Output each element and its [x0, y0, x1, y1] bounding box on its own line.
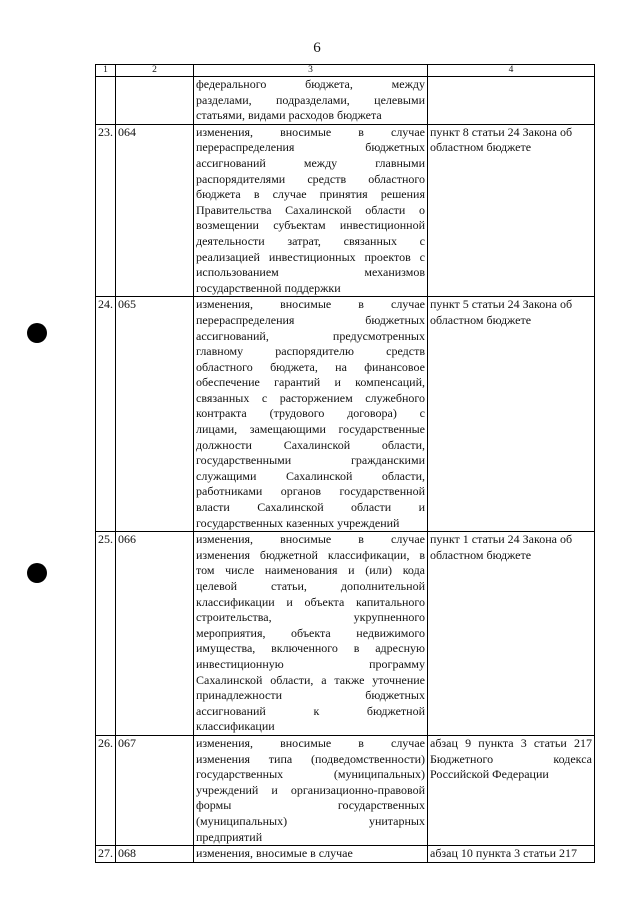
description-line: работниками органов государственной — [196, 484, 425, 499]
description-line: Правительства Сахалинской области о — [196, 202, 425, 217]
code-cell: 065 — [116, 297, 194, 532]
description-line: изменения, вносимые в случае — [196, 297, 425, 312]
description-line: власти Сахалинской области и — [196, 500, 425, 515]
table-row — [96, 735, 595, 845]
legal-basis-cell — [428, 846, 595, 863]
legal-basis-line: областном бюджете — [430, 140, 532, 155]
description-line: мероприятия, объекта недвижимого — [196, 625, 425, 640]
description-line: лицами, замещающими государственные — [196, 422, 425, 437]
description-line: связанных с расторжением служебного — [196, 390, 425, 405]
legal-basis-line: Бюджетного кодекса — [430, 751, 592, 766]
description-line: статьями, видами расходов бюджета — [196, 108, 382, 123]
code-cell: 064 — [116, 124, 194, 297]
header-cell: 2 — [116, 65, 194, 77]
description-line: изменения, вносимые в случае — [196, 846, 353, 861]
description-line: контракта (трудового договора) с — [196, 406, 425, 421]
header-cell: 3 — [194, 65, 428, 77]
description-line: федерального бюджета, между — [196, 77, 425, 91]
description-line: классификации — [196, 719, 275, 734]
description-line: строительства, укрупненного — [196, 610, 425, 625]
description-cell — [194, 735, 428, 845]
legal-basis-line: областном бюджете — [430, 312, 532, 327]
description-line: имущества, включенного в адресную — [196, 641, 425, 656]
description-line: предприятий — [196, 829, 263, 844]
description-line: служащими Сахалинской области, — [196, 468, 425, 483]
description-line: ассигнований, предусмотренных — [196, 328, 425, 343]
row-number-cell: 26. — [96, 735, 116, 845]
description-line: изменения бюджетной классификации, в — [196, 547, 425, 562]
description-line: главному распорядителю средств — [196, 344, 425, 359]
row-number-cell: 24. — [96, 297, 116, 532]
binder-hole-top — [27, 323, 47, 343]
column-number-header-row — [96, 65, 595, 77]
table-row — [96, 124, 595, 297]
description-line: деятельности затрат, связанных с — [196, 233, 425, 248]
description-line: перераспределения бюджетных — [196, 312, 425, 327]
description-line: государственной поддержки — [196, 280, 341, 295]
table-row — [96, 297, 595, 532]
table-row — [96, 532, 595, 736]
description-line: областного бюджета, на финансовое — [196, 359, 425, 374]
legal-basis-line: пункт 1 статьи 24 Закона об — [430, 532, 573, 547]
description-line: государственных (муниципальных) — [196, 767, 425, 782]
row-number-cell: 27. — [96, 846, 116, 863]
legal-basis-cell — [428, 532, 595, 736]
description-line: обеспечение гарантий и компенсаций, — [196, 375, 425, 390]
code-cell: 068 — [116, 846, 194, 863]
description-line: изменения типа (подведомственности) — [196, 751, 425, 766]
description-line: государственными гражданскими — [196, 453, 425, 468]
code-cell: 067 — [116, 735, 194, 845]
description-line: государственных казенных учреждений — [196, 515, 400, 530]
header-cell: 1 — [96, 65, 116, 77]
row-number-cell: 25. — [96, 532, 116, 736]
description-line: разделами, подразделами, целевыми — [196, 92, 425, 107]
description-line: изменения, вносимые в случае — [196, 735, 425, 750]
row-number-cell: 23. — [96, 124, 116, 297]
description-cell — [194, 77, 428, 125]
legal-basis-line: абзац 10 пункта 3 статьи 217 — [430, 846, 578, 861]
description-cell — [194, 532, 428, 736]
description-line: формы государственных — [196, 798, 425, 813]
description-line: ассигнований к бюджетной — [196, 703, 425, 718]
legal-basis-line: абзац 9 пункта 3 статьи 217 — [430, 735, 592, 750]
legal-basis-line: пункт 5 статьи 24 Закона об — [430, 297, 573, 312]
legal-basis-line: областном бюджете — [430, 547, 532, 562]
description-line: Сахалинской области, а также уточнение — [196, 672, 425, 687]
description-line: изменения, вносимые в случае — [196, 532, 425, 547]
legal-basis-line: пункт 8 статьи 24 Закона об — [430, 124, 573, 139]
code-cell — [116, 77, 194, 125]
description-line: перераспределения бюджетных — [196, 140, 425, 155]
basis-cell — [428, 77, 595, 125]
legal-basis-cell — [428, 124, 595, 297]
description-line: реализацией инвестиционных проектов с — [196, 249, 425, 264]
description-line: бюджета в случае принятия решения — [196, 187, 425, 202]
description-line: должности Сахалинской области, — [196, 437, 425, 452]
description-line: классификации и объекта капитального — [196, 594, 425, 609]
description-line: учреждений и организационно-правовой — [196, 782, 425, 797]
continuation-row — [96, 77, 595, 125]
page-number: 6 — [313, 40, 321, 56]
legal-basis-cell — [428, 735, 595, 845]
description-line: целевой статьи, дополнительной — [196, 579, 425, 593]
header-cell: 4 — [428, 65, 595, 77]
description-line: том числе наименования и (или) кода — [196, 563, 425, 578]
description-cell — [194, 846, 428, 863]
description-line: инвестиционную программу — [196, 656, 425, 671]
row-number-cell — [96, 77, 116, 125]
code-cell: 066 — [116, 532, 194, 736]
budget-changes-table — [95, 64, 595, 863]
legal-basis-line: Российской Федерации — [430, 767, 549, 782]
binder-hole-bottom — [27, 563, 47, 583]
description-line: ассигнований между главными — [196, 155, 425, 170]
description-line: распорядителями средств областного — [196, 171, 425, 186]
table-row — [96, 846, 595, 863]
description-line: изменения, вносимые в случае — [196, 124, 425, 139]
description-line: использованием механизмов — [196, 265, 425, 280]
description-line: (муниципальных) унитарных — [196, 813, 425, 828]
description-line: возмещении субъектам инвестиционной — [196, 218, 425, 233]
description-cell — [194, 124, 428, 297]
description-cell — [194, 297, 428, 532]
legal-basis-cell — [428, 297, 595, 532]
description-line: принадлежности бюджетных — [196, 688, 425, 703]
